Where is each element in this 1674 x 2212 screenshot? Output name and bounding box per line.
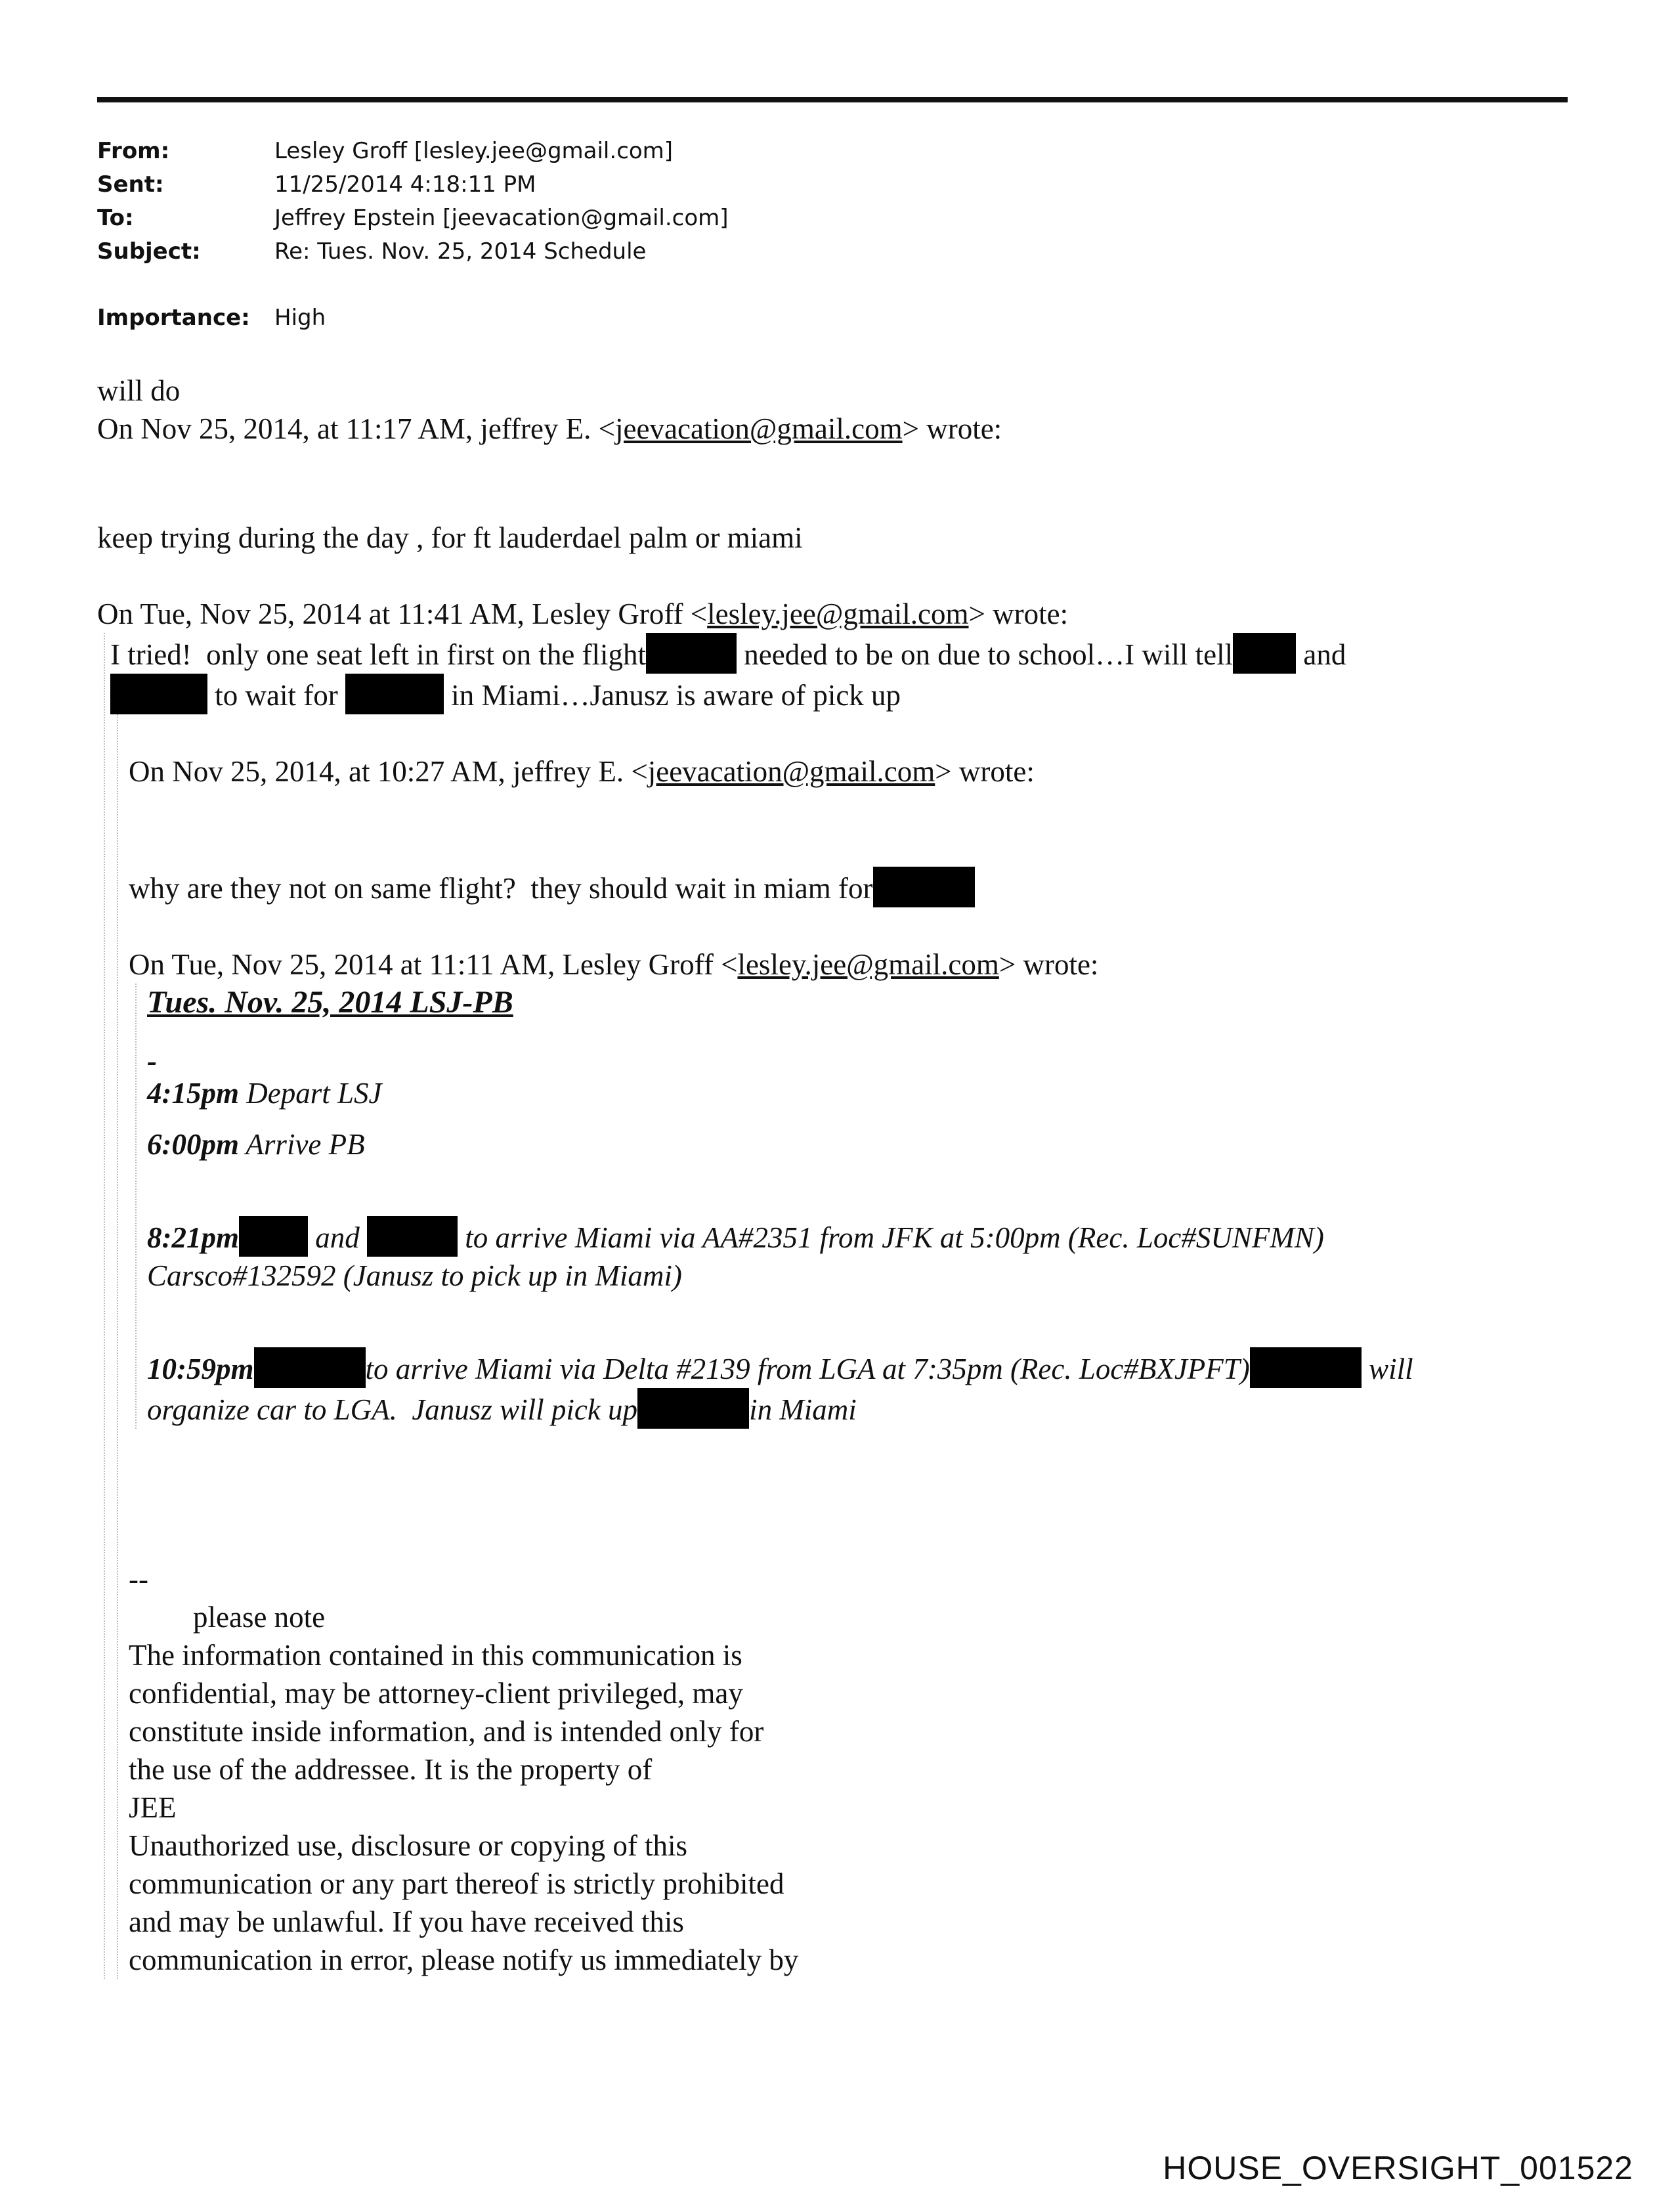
redaction-box <box>873 867 975 907</box>
disclaimer-line: the use of the addressee. It is the property of <box>129 1753 653 1786</box>
schedule-entry-2-cont <box>147 1388 1561 1429</box>
subject-label: Subject: <box>97 238 201 265</box>
attribution-text: On Tue, Nov 25, 2014 at 11:41 AM, Lesley Groff < <box>97 597 708 630</box>
disclaimer-line: communication in error, please notify us immediately by <box>129 1943 799 1976</box>
disclaimer-line: The information contained in this communication is <box>129 1639 742 1672</box>
sent-row <box>97 168 729 202</box>
importance-label: Importance: <box>97 305 250 331</box>
schedule-block <box>135 984 1561 1429</box>
importance-value: High <box>274 305 326 331</box>
schedule-text: will <box>1369 1353 1413 1385</box>
top-rule <box>97 97 1568 102</box>
email-link[interactable]: lesley.jee@gmail.com <box>707 597 969 630</box>
text-span: in Miami…Janusz is aware of pick up <box>451 679 901 712</box>
schedule-time: 6:00pm <box>147 1128 239 1161</box>
schedule-time: 10:59pm <box>147 1353 254 1385</box>
message-text-4 <box>129 867 1561 907</box>
subject-row <box>97 235 729 269</box>
redaction-box <box>345 674 444 714</box>
sent-value: 11/25/2014 4:18:11 PM <box>274 171 536 198</box>
disclaimer-line: Unauthorized use, disclosure or copying of this <box>129 1829 688 1862</box>
disclaimer-line: communication or any part thereof is strictly prohibited <box>129 1867 784 1900</box>
email-link[interactable]: jeevacation@gmail.com <box>647 755 935 788</box>
sent-label: Sent: <box>97 171 164 198</box>
schedule-item <box>147 1074 1561 1112</box>
text-span: needed to be on due to school…I will tell <box>744 638 1234 671</box>
schedule-text: Arrive PB <box>239 1128 365 1161</box>
document-id: HOUSE_OVERSIGHT_001522 <box>1163 2150 1633 2186</box>
disclaimer-line: and may be unlawful. If you have received this <box>129 1905 684 1938</box>
quote-attribution-2 <box>97 595 1561 633</box>
schedule-text: and <box>308 1221 367 1254</box>
schedule-entry-2 <box>147 1347 1561 1388</box>
signature-separator: -- <box>129 1563 148 1595</box>
schedule-dash: - <box>147 1045 157 1077</box>
redaction-box <box>239 1216 308 1257</box>
disclaimer-line: constitute inside information, and is intended only for <box>129 1715 764 1748</box>
message-text-2: keep trying during the day , for ft lauderdael palm or miami <box>97 521 803 554</box>
to-value: Jeffrey Epstein [jeevacation@gmail.com] <box>274 205 729 231</box>
attribution-text: On Tue, Nov 25, 2014 at 11:11 AM, Lesley Groff < <box>129 948 738 981</box>
quote-attribution-3 <box>129 752 1561 791</box>
schedule-time: 4:15pm <box>147 1077 239 1110</box>
redaction-box <box>646 633 737 674</box>
redaction-box <box>1250 1347 1362 1388</box>
redaction-box <box>1233 633 1296 674</box>
quote-attribution-1 <box>97 410 1561 448</box>
quote-attribution-4 <box>129 945 1561 984</box>
from-label: From: <box>97 138 170 164</box>
schedule-item <box>147 1125 1561 1163</box>
redaction-box <box>367 1216 458 1257</box>
attribution-text: On Nov 25, 2014, at 11:17 AM, jeffrey E. < <box>97 412 616 445</box>
to-label: To: <box>97 205 134 231</box>
text-span: to wait for <box>215 679 338 712</box>
schedule-time: 8:21pm <box>147 1221 239 1254</box>
schedule-entry-1 <box>147 1216 1561 1257</box>
reply-text: will do <box>97 374 181 407</box>
disclaimer-line: confidential, may be attorney-client privileged, may <box>129 1677 743 1710</box>
email-link[interactable]: lesley.jee@gmail.com <box>737 948 999 981</box>
schedule-entry-1-cont: Carsco#132592 (Janusz to pick up in Miami) <box>147 1259 682 1292</box>
schedule-text: Depart LSJ <box>239 1077 382 1110</box>
attribution-text: > wrote: <box>902 412 1002 445</box>
importance-row <box>97 301 729 335</box>
schedule-title: Tues. Nov. 25, 2014 LSJ-PB <box>147 985 513 1020</box>
attribution-text: > wrote: <box>935 755 1035 788</box>
from-value: Lesley Groff [lesley.jee@gmail.com] <box>274 138 674 164</box>
email-link[interactable]: jeevacation@gmail.com <box>615 412 903 445</box>
signature-disclaimer <box>129 1636 1561 1979</box>
message-text-3-line1 <box>110 633 1561 674</box>
redaction-box <box>110 674 207 714</box>
text-span: and <box>1296 638 1346 671</box>
signature-please-note: please note <box>193 1601 326 1634</box>
quoted-block-2 <box>117 714 1561 1979</box>
schedule-text: to arrive Miami via Delta #2139 from LGA at 7:35pm (Rec. Loc#BXJPFT) <box>365 1353 1250 1385</box>
attribution-text: On Nov 25, 2014, at 10:27 AM, jeffrey E. < <box>129 755 648 788</box>
schedule-text: organize car to LGA. Janusz will pick up <box>147 1393 638 1426</box>
text-span: why are they not on same flight? they should wait in miam for <box>129 872 873 905</box>
attribution-text: > wrote: <box>968 597 1069 630</box>
message-text-3-line2 <box>110 674 1561 714</box>
attribution-text: > wrote: <box>998 948 1099 981</box>
email-body <box>97 372 1561 1979</box>
quoted-block-1 <box>104 633 1561 1979</box>
to-row <box>97 202 729 235</box>
schedule-text: in Miami <box>749 1393 857 1426</box>
schedule-text: to arrive Miami via AA#2351 from JFK at 5:00pm (Rec. Loc#SUNFMN) <box>458 1221 1324 1254</box>
text-span: I tried! only one seat left in first on the flight <box>110 638 647 671</box>
disclaimer-line: JEE <box>129 1791 177 1824</box>
redaction-box <box>637 1388 749 1429</box>
redaction-box <box>254 1347 366 1388</box>
from-row <box>97 135 729 168</box>
email-header <box>97 135 729 335</box>
subject-value: Re: Tues. Nov. 25, 2014 Schedule <box>274 238 647 265</box>
